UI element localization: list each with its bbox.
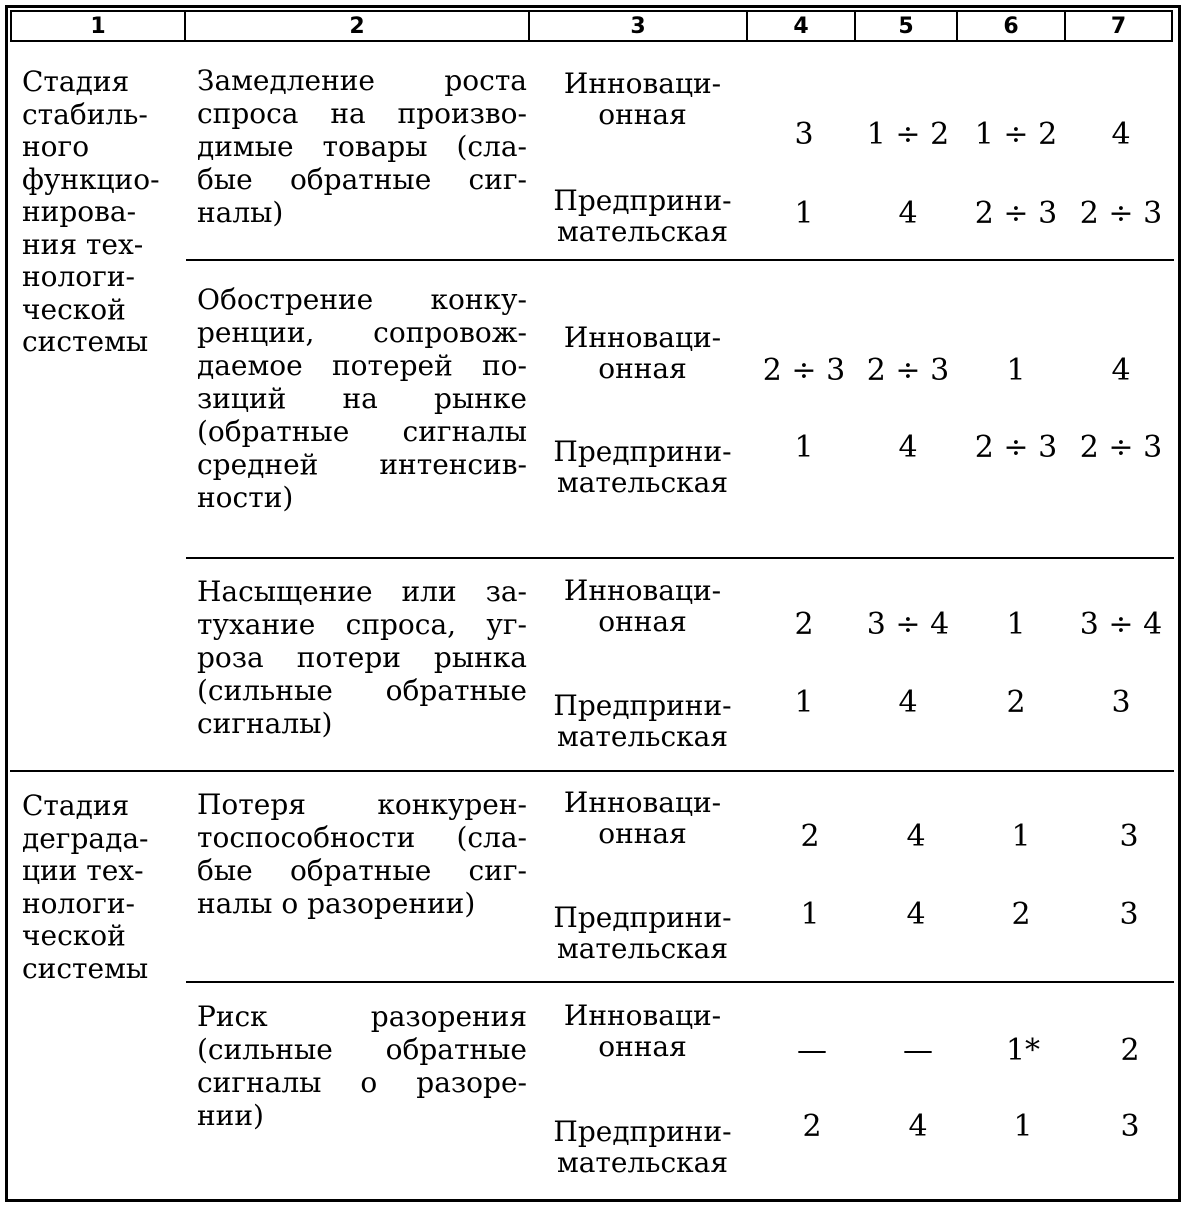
signal-description: Насыщение или за- тухание спроса, уг- роза потери рынка (сильные обратные сигналы) (197, 575, 527, 740)
table-cell: 1 (794, 685, 814, 720)
strategy-type: Предприни- мательская (553, 435, 732, 499)
column-header-7: 7 (1066, 10, 1173, 42)
table-cell: 1* (1005, 1033, 1041, 1068)
table-cell: 1 (1006, 353, 1026, 388)
strategy-type: Инноваци- онная (563, 999, 722, 1063)
table-cell: 1 (794, 430, 814, 465)
table-cell: 4 (898, 196, 918, 231)
column-header-2: 2 (186, 10, 530, 42)
table-cell: 3 (1111, 685, 1131, 720)
table-cell: 2 ÷ 3 (762, 353, 846, 388)
signal-description: Потеря конкурен- тоспособности (сла- бые обратные сиг- налы о разорении) (197, 788, 527, 920)
table-cell: — (797, 1033, 827, 1068)
signal-description: Риск разорения (сильные обратные сигналы о разоре- нии) (197, 1000, 527, 1132)
table-cell: 2 ÷ 3 (1079, 196, 1163, 231)
table-cell: 4 (898, 430, 918, 465)
table-cell: 2 (1120, 1033, 1140, 1068)
table-cell: — (903, 1033, 933, 1068)
strategy-type: Предприни- мательская (553, 1115, 732, 1179)
column-header-1: 1 (10, 10, 186, 42)
strategy-type: Предприни- мательская (553, 689, 732, 753)
table-cell: 1 (1011, 819, 1031, 854)
table-cell: 4 (898, 685, 918, 720)
table-cell: 2 (802, 1109, 822, 1144)
table-cell: 2 ÷ 3 (866, 353, 950, 388)
table-cell: 1 (1006, 607, 1026, 642)
column-header-3: 3 (530, 10, 748, 42)
table-cell: 2 (1011, 897, 1031, 932)
table-cell: 4 (1111, 117, 1131, 152)
strategy-type: Предприни- мательская (553, 184, 732, 248)
table-cell: 3 (1119, 819, 1139, 854)
signal-description: Замедление роста спроса на произво- димые товары (сла- бые обратные сиг- налы) (197, 64, 527, 229)
table-cell: 4 (1111, 353, 1131, 388)
table-cell: 4 (906, 897, 926, 932)
table-cell: 2 (794, 607, 814, 642)
table-cell: 2 (1006, 685, 1026, 720)
table-cell: 3 (1119, 897, 1139, 932)
stage-label: Стадия деграда- ции тех- нологи- ческой системы (22, 789, 149, 985)
table-cell: 2 ÷ 3 (1079, 430, 1163, 465)
signal-description: Обострение конку- ренции, сопровож- даемое потерей по- зиций на рынке (обратные сигналы средней интенсив- ности) (197, 283, 527, 514)
table-cell: 1 ÷ 2 (866, 117, 950, 152)
strategy-type: Предприни- мательская (553, 901, 732, 965)
table-cell: 1 (800, 897, 820, 932)
table-cell: 3 (794, 117, 814, 152)
column-header-5: 5 (856, 10, 958, 42)
table-cell: 1 (1013, 1109, 1033, 1144)
table-cell: 2 (800, 819, 820, 854)
table-cell: 3 ÷ 4 (866, 607, 950, 642)
table-cell: 2 ÷ 3 (974, 430, 1058, 465)
strategy-type: Инноваци- онная (563, 786, 722, 850)
table-cell: 1 ÷ 2 (974, 117, 1058, 152)
table-cell: 4 (906, 819, 926, 854)
strategy-type: Инноваци- онная (563, 67, 722, 131)
table-cell: 4 (908, 1109, 928, 1144)
row-separator (186, 259, 1174, 261)
table-cell: 2 ÷ 3 (974, 196, 1058, 231)
table-cell: 1 (794, 196, 814, 231)
column-header-6: 6 (958, 10, 1066, 42)
strategy-type: Инноваци- онная (563, 321, 722, 385)
row-separator (186, 981, 1174, 983)
stage-label: Стадия стабиль- ного функцио- нирова- ния тех- нологи- ческой системы (22, 65, 160, 358)
row-separator (10, 770, 1174, 772)
table-cell: 3 ÷ 4 (1079, 607, 1163, 642)
strategy-type: Инноваци- онная (563, 574, 722, 638)
row-separator (186, 557, 1174, 559)
table-cell: 3 (1120, 1109, 1140, 1144)
column-header-4: 4 (748, 10, 856, 42)
